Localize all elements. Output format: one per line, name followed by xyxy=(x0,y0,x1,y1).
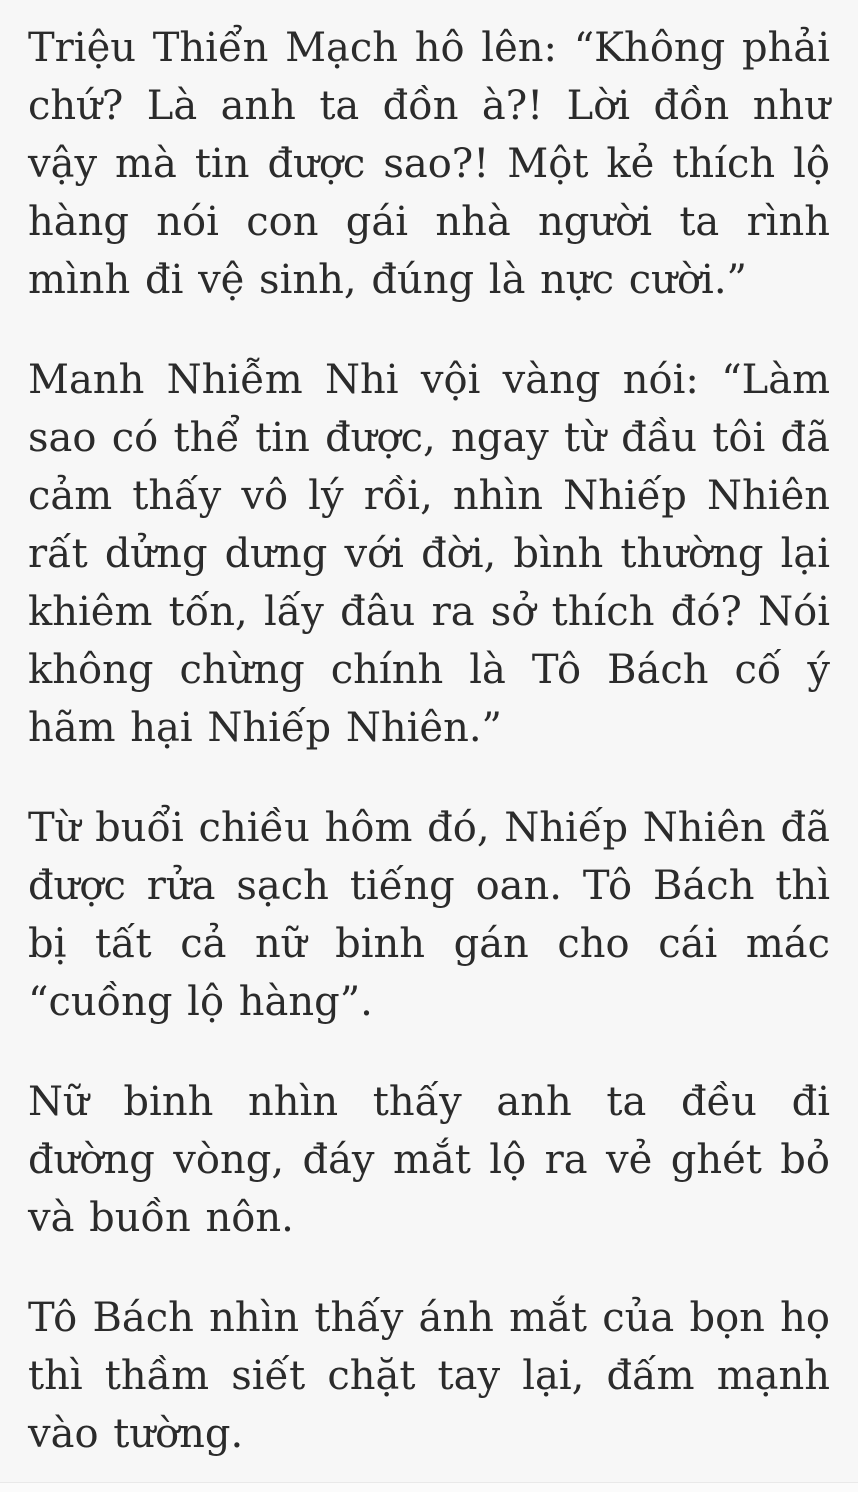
bottom-edge-divider xyxy=(0,1482,858,1492)
paragraph: Triệu Thiển Mạch hô lên: “Không phải chứ? Là anh ta đồn à?! Lời đồn như vậy mà tin được sao?! Một kẻ thích lộ hàng nói con gái nhà người ta rình mình đi vệ sinh, đúng là nực cười.” xyxy=(28,25,830,303)
paragraph: Manh Nhiễm Nhi vội vàng nói: “Làm sao có thể tin được, ngay từ đầu tôi đã cảm thấy vô lý rồi, nhìn Nhiếp Nhiên rất dửng dưng với đời, bình thường lại khiêm tốn, lấy đâu ra sở thích đó? Nói không chừng chính là Tô Bách cố ý hãm hại Nhiếp Nhiên.” xyxy=(28,357,830,751)
paragraph: Tô Bách nhìn thấy ánh mắt của bọn họ thì thầm siết chặt tay lại, đấm mạnh vào tường. xyxy=(28,1295,830,1457)
paragraph: Từ buổi chiều hôm đó, Nhiếp Nhiên đã được rửa sạch tiếng oan. Tô Bách thì bị tất cả nữ binh gán cho cái mác “cuồng lộ hàng”. xyxy=(28,805,830,1025)
paragraph: Nữ binh nhìn thấy anh ta đều đi đường vòng, đáy mắt lộ ra vẻ ghét bỏ và buồn nôn. xyxy=(28,1079,830,1241)
